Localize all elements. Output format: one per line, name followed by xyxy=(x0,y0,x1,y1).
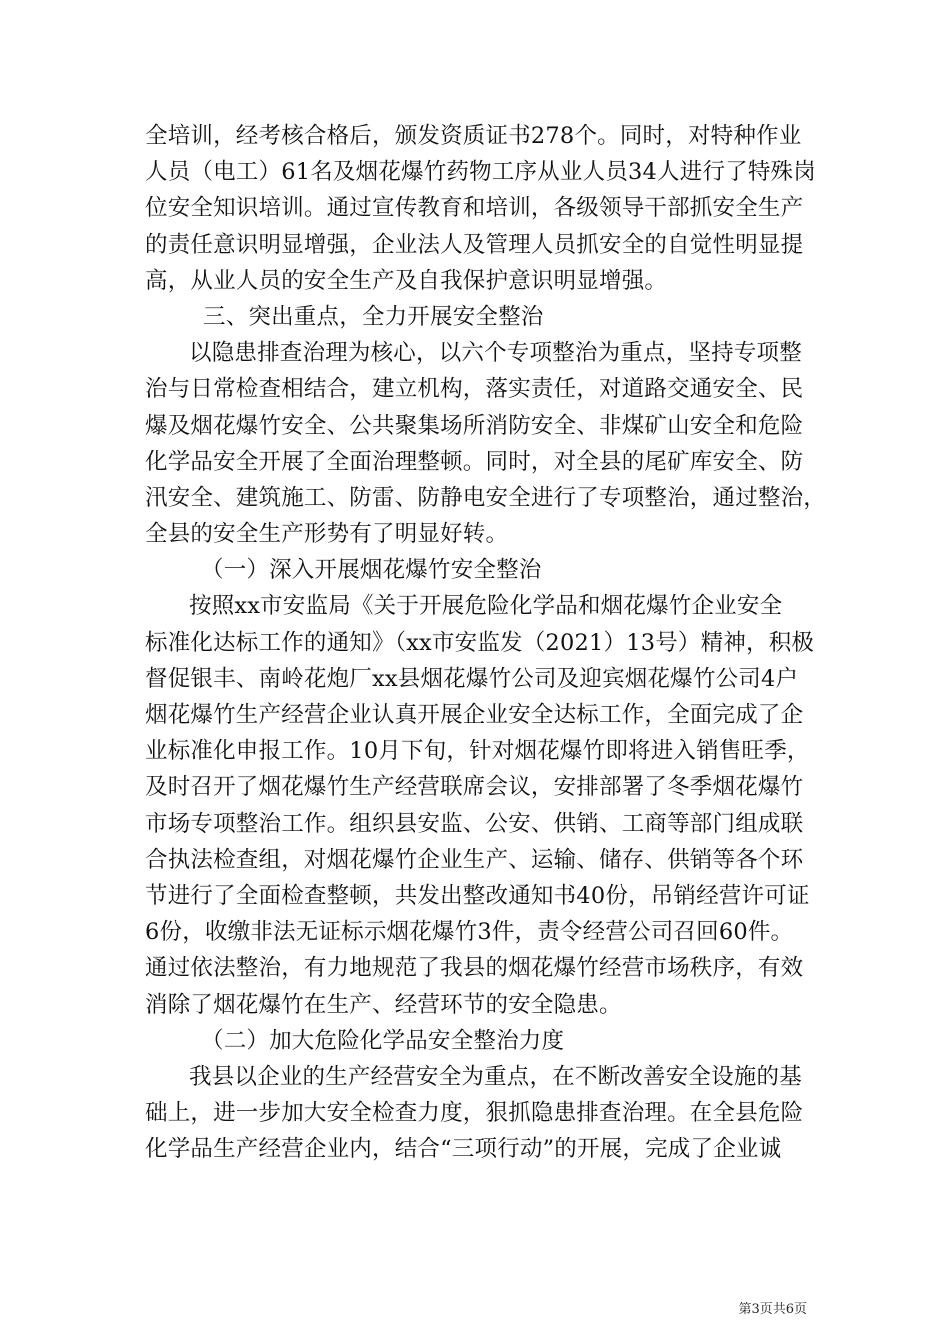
text-line: 的责任意识明显增强，企业法人及管理人员抓安全的自觉性明显提 xyxy=(145,231,804,258)
text-line: 以隐患排查治理为核心，以六个专项整治为重点，坚持专项整 xyxy=(189,340,802,367)
text-line: 烟花爆竹生产经营企业认真开展企业安全达标工作，全面完成了企 xyxy=(145,702,804,728)
text-line: 按照xx市安监局《关于开展危险化学品和烟花爆竹企业安全 xyxy=(189,593,783,620)
text-line: 全县的安全生产形势有了明显好转。 xyxy=(145,521,509,548)
text-line: 础上，进一步加大安全检查力度，狠抓隐患排查治理。在全县危险 xyxy=(145,1100,804,1127)
text-line: 爆及烟花爆竹安全、公共聚集场所消防安全、非煤矿山安全和危险 xyxy=(145,412,804,439)
document-page xyxy=(145,118,825,1167)
text-line: 化学品生产经营企业内，结合“三项行动”的开展，完成了企业诚 xyxy=(145,1136,782,1163)
text-line: 业标准化申报工作。10月下旬，针对烟花爆竹即将进入销售旺季， xyxy=(145,738,810,765)
paragraph-training xyxy=(145,118,825,299)
text-line: 督促银丰、南岭花炮厂xx县烟花爆竹公司及迎宾烟花爆竹公司4户 xyxy=(145,665,799,692)
text-line: 及时召开了烟花爆竹生产经营联席会议，安排部署了冬季烟花爆竹 xyxy=(145,774,804,801)
subheading-line: （一）深入开展烟花爆竹安全整治 xyxy=(201,557,542,584)
heading-line: 三、突出重点，全力开展安全整治 xyxy=(203,303,544,330)
text-line: 人员（电工）61名及烟花爆竹药物工序从业人员34人进行了特殊岗 xyxy=(145,159,816,186)
text-line: 化学品安全开展了全面治理整顿。同时，对全县的尾矿库安全、防 xyxy=(145,448,804,475)
text-line: 高，从业人员的安全生产及自我保护意识明显增强。 xyxy=(145,267,668,294)
page-number: 第3页共6页 xyxy=(738,1302,807,1317)
subsection-heading-2 xyxy=(145,1023,825,1059)
text-line: 我县以企业的生产经营安全为重点，在不断改善安全设施的基 xyxy=(189,1063,802,1090)
subsection-heading-1 xyxy=(145,552,825,588)
text-line: 6份，收缴非法无证标示烟花爆竹3件，责令经营公司召回60件。 xyxy=(145,919,794,946)
text-line: 标准化达标工作的通知》（xx市安监发（2021）13号）精神，积极 xyxy=(145,629,815,656)
paragraph-chemicals xyxy=(145,1059,825,1168)
text-line: 通过依法整治，有力地规范了我县的烟花爆竹经营市场秩序，有效 xyxy=(145,955,804,982)
text-line: 市场专项整治工作。组织县安监、公安、供销、工商等部门组成联 xyxy=(145,810,804,837)
text-line: 节进行了全面检查整顿，共发出整改通知书40份，吊销经营许可证 xyxy=(145,882,810,909)
text-line: 治与日常检查相结合，建立机构，落实责任，对道路交通安全、民 xyxy=(145,376,804,403)
text-line: 位安全知识培训。通过宣传教育和培训，各级领导干部抓安全生产 xyxy=(145,195,804,222)
paragraph-fireworks xyxy=(145,588,825,1022)
text-line: 合执法检查组，对烟花爆竹企业生产、运输、储存、供销等各个环 xyxy=(145,846,804,873)
text-line: 汛安全、建筑施工、防雷、防静电安全进行了专项整治，通过整治， xyxy=(145,484,827,511)
text-line: 全培训，经考核合格后，颁发资质证书278个。同时，对特种作业 xyxy=(145,123,802,149)
text-line: 消除了烟花爆竹在生产、经营环节的安全隐患。 xyxy=(145,991,622,1018)
paragraph-rectification xyxy=(145,335,825,552)
subheading-line: （二）加大危险化学品安全整治力度 xyxy=(201,1027,565,1054)
section-heading-3 xyxy=(145,299,825,335)
